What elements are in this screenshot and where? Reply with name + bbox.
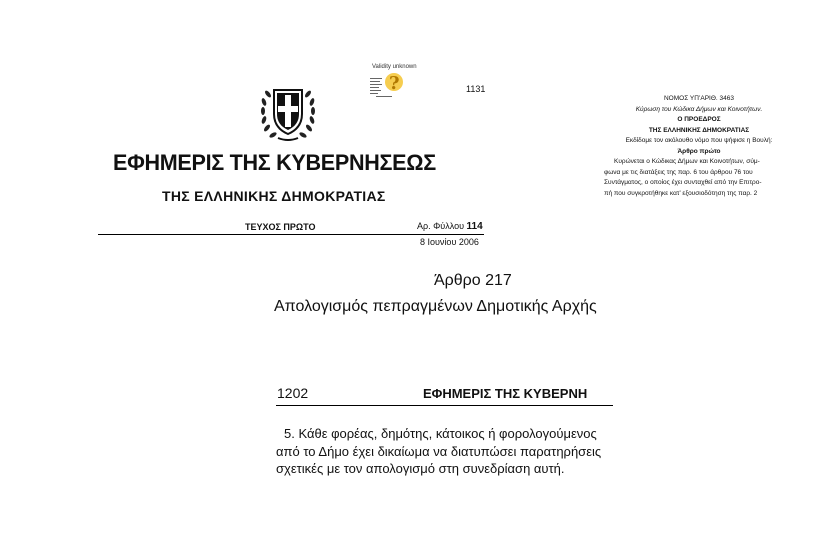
president-line-1: Ο ΠΡΟΕΔΡΟΣ [677, 116, 721, 123]
cropped-text-fragment [276, 478, 616, 482]
page2-divider [276, 405, 613, 406]
law-body-line-4: πή που συγκροτήθηκε κατ’ εξουσιοδότηση της παρ. 2 [604, 189, 758, 197]
issue-date: 8 Ιουνίου 2006 [420, 237, 479, 247]
law-column [604, 94, 794, 206]
paragraph-5 [276, 425, 616, 478]
law-subject: Κύρωση του Κώδικα Δήμων και Κοινοτήτων. [635, 105, 763, 113]
issue-type: ΤΕΥΧΟΣ ΠΡΩΤΟ [245, 222, 316, 232]
gazette-title: ΕΦΗΜΕΡΙΣ ΤΗΣ ΚΥΒΕΡΝΗΣΕΩΣ [113, 150, 436, 175]
president-line-2: ΤΗΣ ΕΛΛΗΝΙΚΗΣ ΔΗΜΟΚΡΑΤΙΑΣ [648, 126, 750, 134]
law-body-line-2: φωνα με τις διατάξεις της παρ. 6 του άρθρου 76 του [604, 168, 753, 176]
gazette-title-2: ΕΦΗΜΕΡΙΣ ΤΗΣ ΚΥΒΕΡΝΗ [423, 386, 588, 401]
law-body-line-3: Συντάγματος, ο οποίος έχει συνταχθεί από την Επιτρο- [604, 179, 762, 186]
sheet-number: 114 [466, 221, 483, 232]
paragraph-line-1: 5. Κάθε φορέας, δημότης, κάτοικος ή φορολογούμενος [284, 426, 597, 441]
law-article-label: Άρθρο πρώτο [677, 147, 721, 155]
paragraph-line-3: σχετικές με τον απολογισμό στη συνεδρίαση αυτή. [276, 461, 565, 476]
greek-coat-of-arms-icon [258, 80, 318, 144]
page-number: 1131 [466, 84, 486, 94]
stamp-text: Validity unknown [372, 64, 417, 70]
svg-text:?: ? [389, 73, 400, 94]
page-number-2: 1202 [277, 385, 309, 401]
article-title: Απολογισμός πεπραγμένων Δημοτικής Αρχής [274, 298, 597, 315]
gazette-subtitle: ΤΗΣ ΕΛΛΗΝΙΚΗΣ ΔΗΜΟΚΡΑΤΙΑΣ [162, 188, 386, 204]
law-number: ΝΟΜΟΣ ΥΠ’ΑΡΙΘ. 3463 [663, 95, 734, 102]
article-number: Άρθρο 217 [434, 272, 512, 289]
header-divider [98, 234, 484, 235]
sheet-number-line [417, 221, 483, 232]
paragraph-line-2: από το Δήμο έχει δικαίωμα να διατυπώσει παρατηρήσεις [276, 443, 602, 459]
sheet-label: Αρ. Φύλλου [417, 221, 465, 231]
law-body-line-1: Κυρώνεται ο Κώδικας Δήμων και Κοινοτήτων, σύμ- [614, 158, 760, 165]
issue-line: Εκδίδομε τον ακόλουθο νόμο που ψήφισε η Βουλή: [625, 137, 773, 144]
